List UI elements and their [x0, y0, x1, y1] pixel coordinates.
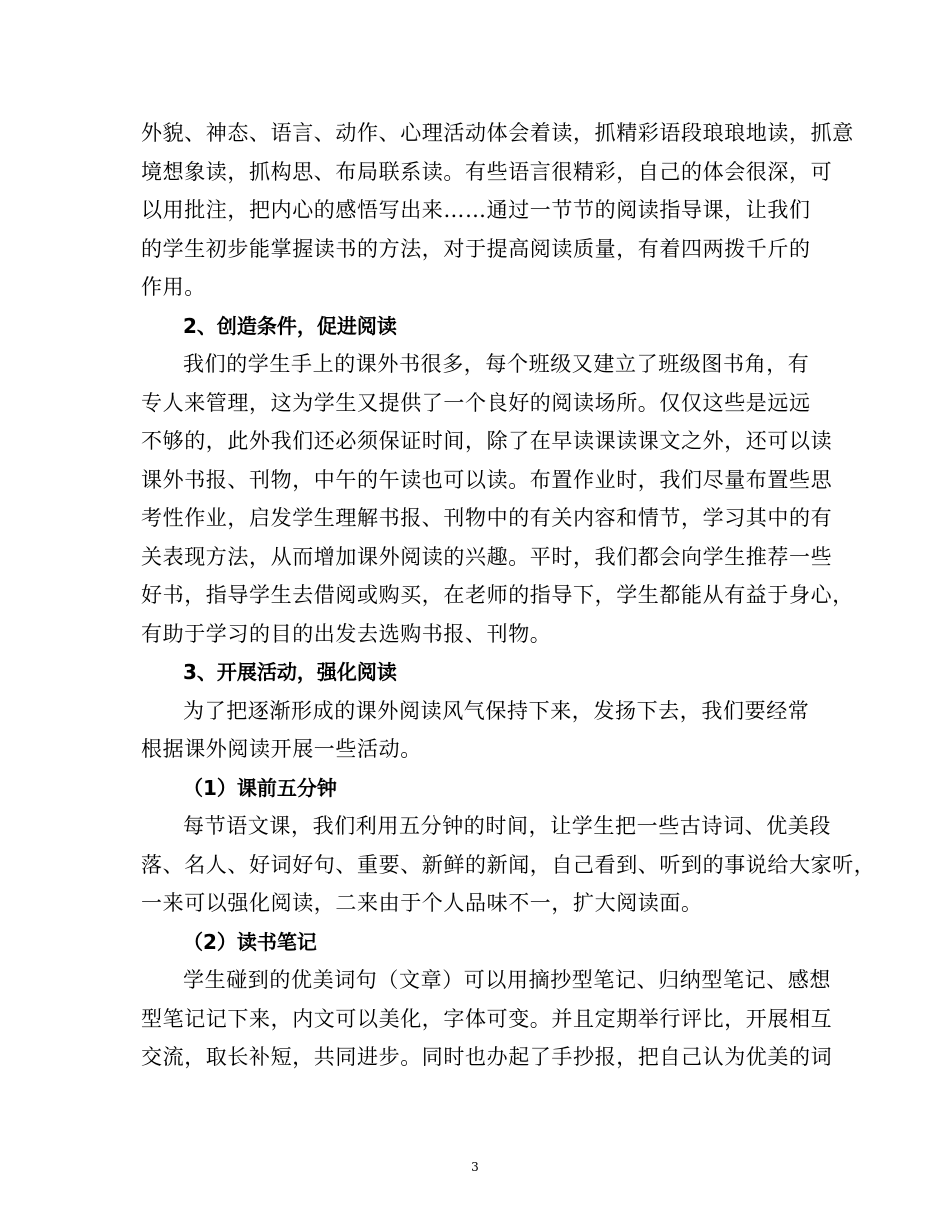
text-line: 作用。	[141, 275, 206, 299]
text-line: 为了把逐渐形成的课外阅读风气保持下来，发扬下去，我们要经常	[183, 698, 810, 723]
subsection-1-paragraph	[141, 807, 876, 923]
text-line: 专人来管理，这为学生又提供了一个良好的阅读场所。仅仅这些是远远	[141, 390, 811, 415]
subsection-heading-1: （1）课前五分钟	[183, 775, 337, 800]
text-line: 好书，指导学生去借阅或购买，在老师的指导下，学生都能从有益于身心，	[141, 583, 854, 607]
text-line: 型笔记记下来，内文可以美化，字体可变。并且定期举行评比，开展相互	[141, 1006, 833, 1031]
text-line: 的学生初步能掌握读书的方法，对于提高阅读质量，有着四两拨千斤的	[141, 236, 811, 261]
section-3-paragraph	[141, 692, 811, 769]
text-line: 一来可以强化阅读，二来由于个人品味不一，扩大阅读面。	[141, 891, 703, 915]
section-heading-2: 2、创造条件，促进阅读	[183, 313, 397, 338]
text-line: 有助于学习的目的出发去选购书报、刊物。	[141, 621, 552, 646]
section-2-paragraph	[141, 345, 854, 653]
text-line: 交流，取长补短，共同进步。同时也办起了手抄报，把自己认为优美的词	[141, 1045, 833, 1069]
section-heading-3: 3、开展活动，强化阅读	[183, 660, 397, 684]
text-line: 不够的，此外我们还必须保证时间，除了在早读课读课文之外，还可以读	[141, 429, 833, 453]
subsection-heading-2: （2）读书笔记	[183, 929, 317, 954]
subsection-2-paragraph	[141, 961, 833, 1077]
text-line: 落、名人、好词好句、重要、新鲜的新闻，自己看到、听到的事说给大家听，	[141, 852, 876, 877]
page-number: 3	[471, 1160, 479, 1174]
page-body	[141, 114, 876, 1077]
paragraph-intro	[141, 114, 854, 307]
text-line: 考性作业，启发学生理解书报、刊物中的有关内容和情节，学习其中的有	[141, 506, 833, 530]
text-line: 我们的学生手上的课外书很多，每个班级又建立了班级图书角，有	[183, 352, 810, 376]
text-line: 课外书报、刊物，中午的午读也可以读。布置作业时，我们尽量布置些思	[141, 467, 833, 492]
text-line: 境想象读，抓构思、布局联系读。有些语言很精彩，自己的体会很深，可	[141, 159, 833, 184]
text-line: 以用批注，把内心的感悟写出来……通过一节节的阅读指导课，让我们	[141, 198, 811, 222]
text-line: 根据课外阅读开展一些活动。	[141, 737, 422, 761]
text-line: 每节语文课，我们利用五分钟的时间，让学生把一些古诗词、优美段	[183, 814, 831, 838]
text-line: 学生碰到的优美词句（文章）可以用摘抄型笔记、归纳型笔记、感想	[183, 968, 831, 992]
text-line: 外貌、神态、语言、动作、心理活动体会着读，抓精彩语段琅琅地读，抓意	[141, 121, 854, 145]
text-line: 关表现方法，从而增加课外阅读的兴趣。平时，我们都会向学生推荐一些	[141, 544, 833, 569]
